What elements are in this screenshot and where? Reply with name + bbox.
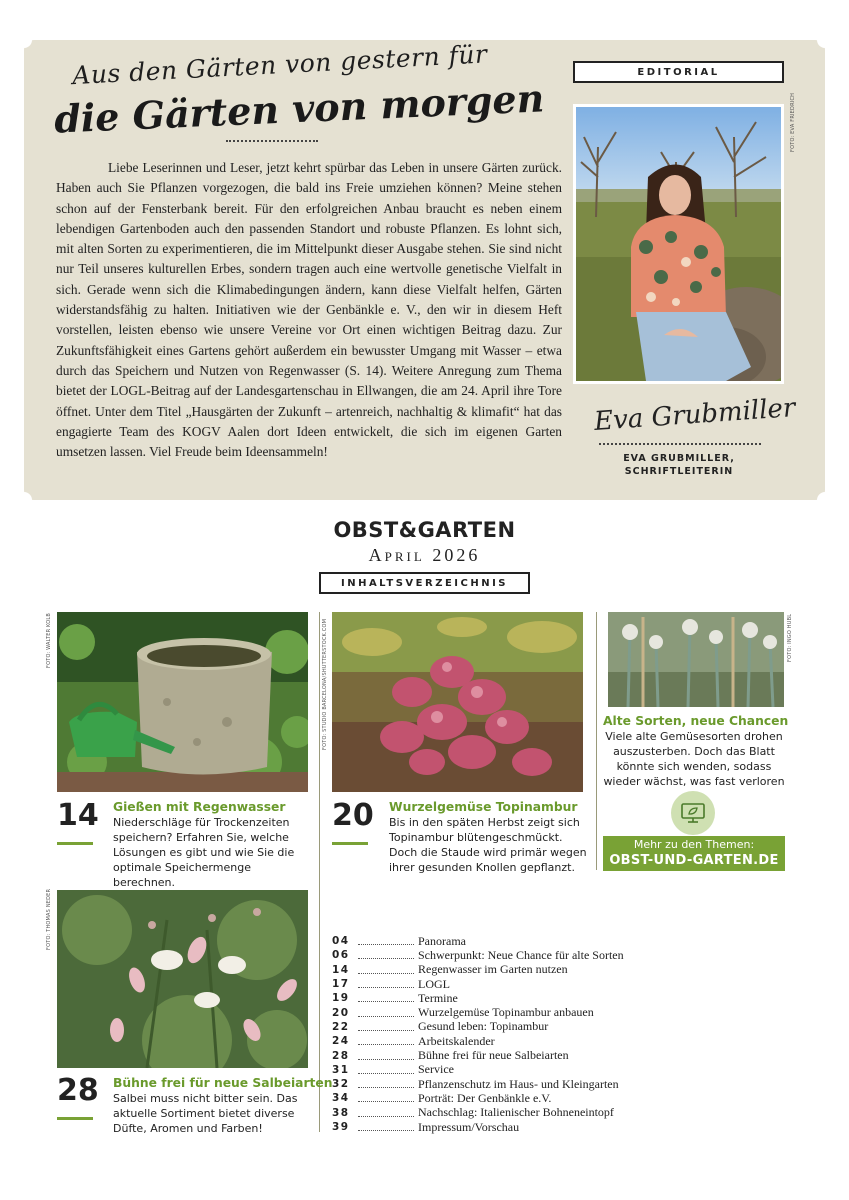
toc-page: 06 (332, 949, 350, 962)
toc-label: Bühne frei für neue Salbeiarten (418, 1048, 569, 1063)
toc-label: Termine (418, 990, 458, 1005)
toc-page: 32 (332, 1078, 350, 1091)
photo-credit: FOTO: INGO HUBL (787, 613, 793, 662)
toc-entry[interactable] (332, 1020, 662, 1034)
toc-label: LOGL (418, 976, 450, 991)
toc-leader (358, 1130, 414, 1131)
toc-leader (358, 1044, 414, 1045)
author-photo-illustration (576, 107, 781, 381)
toc-label: Nachschlag: Italienischer Bohneneintopf (418, 1105, 614, 1120)
article-title[interactable]: Alte Sorten, neue Chancen (603, 714, 789, 728)
toc-entry[interactable] (332, 1077, 662, 1091)
toc-leader (358, 1030, 414, 1031)
toc-page: 14 (332, 963, 350, 976)
toc-entry[interactable] (332, 1048, 662, 1062)
photo-credit: FOTO: STUDIO BARCELONA/SHUTTERSTOCK.COM (322, 618, 328, 750)
column-divider (319, 612, 320, 1132)
article-description: Niederschläge für Trockenzeiten speichern? Erfahren Sie, welche Lösungen es gibt und wie Sie die optimale Speichermenge berechnen. (113, 816, 295, 889)
corner-notch (16, 492, 32, 508)
author-name: EVA GRUBMILLER, (623, 453, 735, 464)
signature-divider (599, 443, 761, 445)
website-lead: Mehr zu den Themen: (633, 838, 755, 851)
corner-notch (817, 32, 833, 48)
toc-tag: INHALTSVERZEICHNIS (319, 572, 530, 594)
toc-entry[interactable] (332, 1120, 662, 1134)
article-title[interactable]: Gießen mit Regenwasser (113, 800, 286, 814)
article-title[interactable]: Bühne frei für neue Salbeiarten (113, 1076, 333, 1090)
toc-entry[interactable] (332, 1005, 662, 1019)
toc-leader (358, 1059, 414, 1060)
editorial-panel (24, 40, 825, 500)
photo-credit: FOTO: THOMAS NEDER (46, 888, 52, 950)
author-photo (573, 104, 784, 384)
toc-entry[interactable] (332, 991, 662, 1005)
toc-page: 20 (332, 1006, 350, 1019)
toc-label: Impressum/Vorschau (418, 1119, 520, 1134)
toc-entry[interactable] (332, 1091, 662, 1105)
toc-leader (358, 973, 414, 974)
toc-entry[interactable] (332, 977, 662, 991)
website-icon-area (603, 789, 785, 836)
article-accent-bar (57, 842, 93, 845)
toc-page: 17 (332, 978, 350, 991)
toc-page: 19 (332, 992, 350, 1005)
toc-page: 31 (332, 1063, 350, 1076)
signature: Eva Grubmiller (593, 393, 797, 437)
website-banner[interactable] (603, 836, 785, 871)
toc-list (332, 934, 662, 1134)
article-accent-bar (57, 1117, 93, 1120)
toc-page: 28 (332, 1049, 350, 1062)
toc-leader (358, 1087, 414, 1088)
toc-label: Arbeitskalender (418, 1033, 495, 1048)
toc-leader (358, 958, 414, 959)
toc-entry[interactable] (332, 1034, 662, 1048)
article-description: Bis in den späten Herbst zeigt sich Topinambur blütengeschmückt. Doch die Staude wird primär wegen ihrer gesunden Knollen gepflanzt. (389, 816, 587, 874)
author-role: SCHRIFTLEITERIN (624, 466, 734, 477)
toc-leader (358, 987, 414, 988)
website-link-box[interactable] (603, 789, 785, 871)
toc-page: 24 (332, 1035, 350, 1048)
toc-page: 04 (332, 935, 350, 948)
toc-label: Wurzelgemüse Topinambur anbauen (418, 1005, 594, 1020)
website-url[interactable]: OBST-UND-GARTEN.DE (609, 853, 779, 868)
corner-notch (817, 492, 833, 508)
monitor-leaf-icon (671, 791, 715, 835)
article-photo-water-basin[interactable] (57, 612, 308, 792)
article-page-number: 28 (57, 1073, 99, 1108)
toc-page: 22 (332, 1020, 350, 1033)
editorial-body (56, 158, 562, 462)
photo-credit: FOTO: WALTER KOLB (46, 612, 52, 668)
editorial-headline-line2: die Gärten von morgen (53, 75, 546, 142)
photo-credit: FOTO: EVA FRIEDRICH (790, 92, 796, 152)
article-page-number: 14 (57, 798, 99, 833)
editorial-tag: EDITORIAL (573, 61, 784, 83)
headline-divider (226, 140, 318, 142)
author-credit (584, 452, 774, 478)
toc-leader (358, 1101, 414, 1102)
toc-entry[interactable] (332, 948, 662, 962)
toc-entry[interactable] (332, 1063, 662, 1077)
editorial-paragraph: Liebe Leserinnen und Leser, jetzt kehrt spürbar das Leben in unsere Gärten zurück. Haben auch Sie Pflanzen vorgezogen, die bald ins Freie umziehen können? Meine stehen schon auf der Fensterbank bereit. Für den erfolgreichen Anbau braucht es neben einem lebendigen Gartenboden auch den passenden Standort und robuste Pflanzen. Es lohnt sich, mit alten Sorten zu experimentieren, die im Mittelpunkt dieser Ausgabe stehen. Sie sind nicht nur Teil unseres kulturellen Erbes, sondern tragen auch eine wertvolle genetische Vielfalt in sich. Gerade wenn sich die Klimabedingungen ändern, kann diese Vielfalt helfen, Gärten widerstandsfähig zu halten. Initiativen wie der Genbänkle e. V., den wir in diesem Heft vorstellen, leisten ebenso wie unsere Vereine vor Ort einen wichtigen Beitrag dazu. Zur Zukunftsfähigkeit eines Gartens gehört außerdem ein bewusster Umgang mit Wasser – etwa durch das Speichern und Nutzen von Regenwasser (S. 14). Weitere Anregung zum Thema bietet der LOGL-Beitrag auf der Landesgartenschau in Ellwangen, die am 24. April ihre Tore öffnet. Unter dem Titel „Hausgärten der Zukunft – artenreich, nachhaltig & klimafit“ hat das engagierte Team des KOGV Aalen dort Ideen entwickelt, die sich im eigenen Garten umsetzen lassen. Viel Freude beim Ideensammeln! (56, 160, 562, 460)
toc-label: Regenwasser im Garten nutzen (418, 962, 568, 977)
magazine-title: OBST&GARTEN (333, 518, 516, 542)
toc-entry[interactable] (332, 1106, 662, 1120)
article-accent-bar (332, 842, 368, 845)
toc-leader (358, 1016, 414, 1017)
editorial-headline-line1: Aus den Gärten von gestern für (71, 39, 489, 91)
toc-label: Panorama (418, 933, 466, 948)
toc-label: Service (418, 1062, 454, 1077)
toc-entry[interactable] (332, 963, 662, 977)
article-title[interactable]: Wurzelgemüse Topinambur (389, 800, 578, 814)
toc-leader (358, 1001, 414, 1002)
article-description: Salbei muss nicht bitter sein. Das aktuelle Sortiment bietet diverse Düfte, Aromen und Farben! (113, 1092, 298, 1135)
toc-leader (358, 1073, 414, 1074)
toc-leader (358, 944, 414, 945)
toc-label: Gesund leben: Topinambur (418, 1019, 549, 1034)
toc-entry[interactable] (332, 934, 662, 948)
toc-page: 38 (332, 1106, 350, 1119)
toc-page: 39 (332, 1121, 350, 1133)
article-page-number: 20 (332, 798, 374, 833)
toc-page: 34 (332, 1092, 350, 1105)
article-description: Viele alte Gemüsesorten drohen auszusterben. Doch das Blatt könnte sich wenden, sodass wieder wächst, was fast verloren (603, 730, 785, 788)
toc-label: Pflanzenschutz im Haus- und Kleingarten (418, 1076, 619, 1091)
column-divider (596, 612, 597, 870)
article-photo-alliums[interactable] (608, 612, 784, 707)
article-photo-topinambur[interactable] (332, 612, 583, 792)
corner-notch (16, 32, 32, 48)
toc-label: Schwerpunkt: Neue Chance für alte Sorten (418, 947, 624, 962)
toc-label: Porträt: Der Genbänkle e.V. (418, 1090, 552, 1105)
magazine-issue: April 2026 (368, 545, 481, 565)
article-photo-salvia[interactable] (57, 890, 308, 1068)
toc-leader (358, 1116, 414, 1117)
